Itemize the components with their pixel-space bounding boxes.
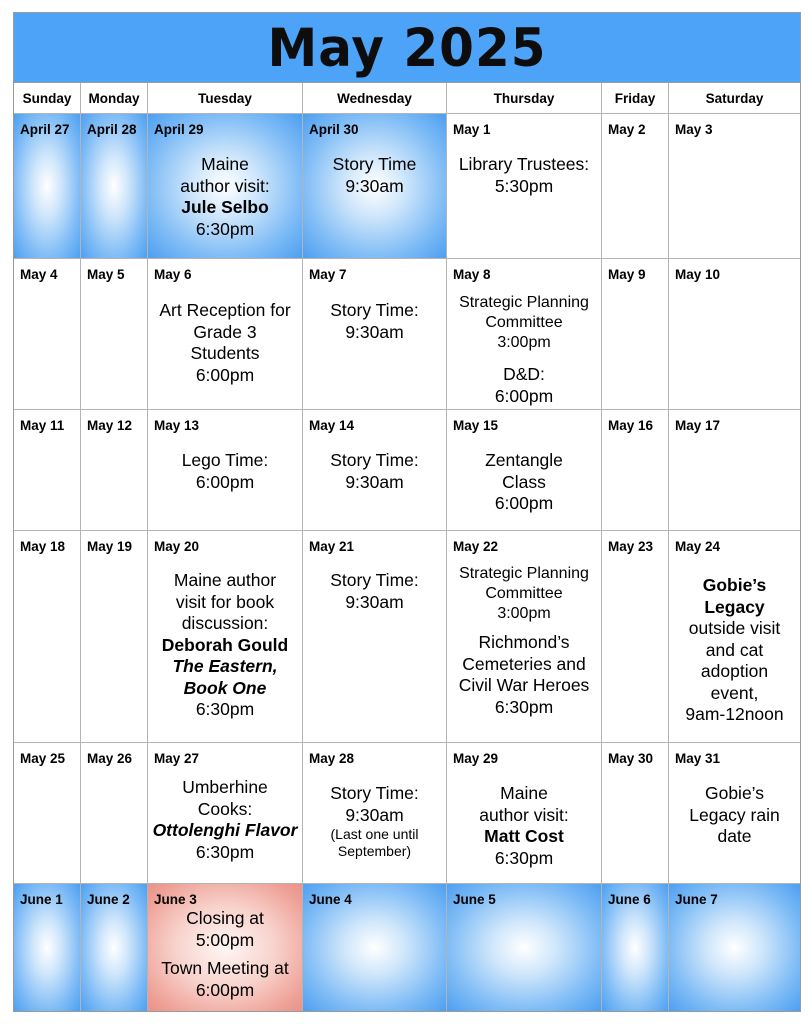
day-cell[interactable] <box>148 114 303 259</box>
day-date: May 17 <box>675 418 721 433</box>
day-date: May 4 <box>20 267 58 282</box>
weekday-header: Saturday <box>669 83 800 114</box>
day-date: May 15 <box>453 418 499 433</box>
event-text: Closing at <box>186 908 264 928</box>
event-text: Maine <box>201 154 249 174</box>
event-text: visit for book <box>175 591 275 612</box>
day-date: May 6 <box>154 267 192 282</box>
event-text: Civil War Heroes <box>458 675 590 695</box>
event-text: Jule Selbo <box>181 197 269 217</box>
event-entry <box>303 783 446 860</box>
day-cell[interactable] <box>447 259 602 410</box>
day-cell[interactable] <box>602 531 669 743</box>
event-text: 5:30pm <box>494 175 554 196</box>
day-date: May 7 <box>309 267 347 282</box>
event-entry <box>447 783 601 869</box>
event-text: Strategic Planning <box>459 565 589 582</box>
day-date: May 1 <box>453 122 491 137</box>
event-entry <box>303 154 446 197</box>
event-text: 6:30pm <box>195 841 255 862</box>
event-text: September) <box>337 843 412 859</box>
day-date: May 27 <box>154 751 200 766</box>
day-cell[interactable] <box>303 743 447 884</box>
event-text: 9:30am <box>345 471 404 492</box>
event-entry <box>148 777 302 863</box>
weekday-header: Friday <box>602 83 669 114</box>
day-date: April 28 <box>87 122 137 137</box>
event-text: 6:00pm <box>494 385 554 406</box>
weekday-header: Tuesday <box>148 83 303 114</box>
event-entry <box>447 364 601 407</box>
day-cell[interactable] <box>148 884 303 1011</box>
event-entry <box>303 570 446 613</box>
event-text: Class <box>502 471 546 492</box>
day-cell[interactable] <box>669 743 800 884</box>
event-text: Grade 3 <box>193 321 257 342</box>
event-text: 9am-12noon <box>685 704 784 724</box>
event-text: Library Trustees: <box>458 154 590 174</box>
day-date: April 29 <box>154 122 204 137</box>
event-text: 9:30am <box>345 321 404 342</box>
event-text: Committee <box>485 314 563 331</box>
event-entry <box>148 450 302 493</box>
day-date: May 8 <box>453 267 491 282</box>
day-date: May 19 <box>87 539 133 554</box>
day-date: May 30 <box>608 751 654 766</box>
event-text: 9:30am <box>345 591 404 612</box>
day-cell[interactable] <box>602 259 669 410</box>
event-text: Story Time: <box>330 570 419 590</box>
day-date: June 5 <box>453 892 496 907</box>
event-text: Gobie’s <box>704 783 765 803</box>
event-text: 6:30pm <box>494 696 554 717</box>
event-text: Maine <box>500 783 548 803</box>
event-text: Story Time <box>332 154 417 174</box>
day-cell[interactable] <box>14 259 81 410</box>
event-text: date <box>717 826 752 846</box>
day-cell[interactable] <box>447 410 602 531</box>
event-text: 6:00pm <box>494 493 554 513</box>
weekday-header: Monday <box>81 83 148 114</box>
event-text: Deborah Gould <box>161 634 289 655</box>
event-text: 6:00pm <box>195 979 255 1000</box>
weekday-header: Wednesday <box>303 83 447 114</box>
event-entry <box>447 154 601 197</box>
event-text: event, <box>710 682 759 703</box>
day-date: May 31 <box>675 751 721 766</box>
event-text: 5:00pm <box>195 929 255 950</box>
event-text: D&D: <box>503 364 545 384</box>
day-cell[interactable] <box>81 259 148 410</box>
event-text: 9:30am <box>345 175 404 196</box>
day-date: May 12 <box>87 418 133 433</box>
event-entry <box>148 958 302 1001</box>
event-text: discussion: <box>181 613 269 633</box>
event-entry <box>148 570 302 721</box>
day-cell[interactable] <box>447 884 602 1011</box>
event-text: 3:00pm <box>497 605 551 622</box>
day-date: May 29 <box>453 751 499 766</box>
day-cell[interactable] <box>602 114 669 259</box>
event-text: Story Time: <box>330 450 419 470</box>
event-text: Book One <box>183 677 267 698</box>
day-date: June 6 <box>608 892 651 907</box>
day-date: May 22 <box>453 539 499 554</box>
event-text: outside visit <box>688 618 781 638</box>
event-text: Art Reception for <box>159 300 291 320</box>
event-text: (Last one until <box>330 826 419 842</box>
event-text: and cat <box>705 639 764 660</box>
event-text: The Eastern, <box>172 656 278 676</box>
day-date: May 25 <box>20 751 66 766</box>
day-cell[interactable] <box>14 531 81 743</box>
day-cell[interactable] <box>14 884 81 1011</box>
event-text: Richmond’s <box>478 632 570 652</box>
event-text: 6:30pm <box>195 699 255 719</box>
event-text: Story Time: <box>330 783 419 803</box>
day-cell[interactable] <box>148 410 303 531</box>
day-date: June 1 <box>20 892 63 907</box>
day-cell[interactable] <box>81 531 148 743</box>
day-cell[interactable] <box>81 410 148 531</box>
day-cell[interactable] <box>447 531 602 743</box>
day-date: May 21 <box>309 539 355 554</box>
event-text: adoption <box>700 661 769 681</box>
event-text: Cooks: <box>197 798 253 819</box>
day-cell[interactable] <box>303 884 447 1011</box>
event-entry <box>148 300 302 386</box>
day-date: May 28 <box>309 751 355 766</box>
day-date: June 7 <box>675 892 718 907</box>
day-date: May 18 <box>20 539 66 554</box>
event-entry <box>447 293 601 353</box>
day-date: May 9 <box>608 267 646 282</box>
day-date: May 5 <box>87 267 125 282</box>
day-cell[interactable] <box>14 410 81 531</box>
event-text: Strategic Planning <box>459 294 589 311</box>
event-entry <box>669 575 800 726</box>
day-cell[interactable] <box>602 884 669 1011</box>
event-text: Town Meeting at <box>161 958 289 978</box>
event-text: Matt Cost <box>484 826 564 846</box>
event-text: author visit: <box>180 175 270 196</box>
day-cell[interactable] <box>447 743 602 884</box>
event-entry <box>447 564 601 624</box>
event-text: Maine author <box>173 570 277 590</box>
day-cell[interactable] <box>602 743 669 884</box>
event-text: Committee <box>485 585 563 602</box>
day-cell[interactable] <box>81 743 148 884</box>
event-text: 3:00pm <box>497 334 551 351</box>
day-date: May 23 <box>608 539 654 554</box>
day-cell[interactable] <box>669 114 800 259</box>
event-text: author visit: <box>479 804 569 825</box>
day-date: May 11 <box>20 418 65 433</box>
event-entry <box>447 632 601 718</box>
day-cell[interactable] <box>447 114 602 259</box>
event-entry <box>148 154 302 240</box>
day-cell[interactable] <box>669 259 800 410</box>
event-entry <box>303 450 446 493</box>
event-text: 6:00pm <box>195 364 255 385</box>
event-text: Story Time: <box>330 300 419 320</box>
day-date: May 24 <box>675 539 721 554</box>
day-date: June 2 <box>87 892 130 907</box>
event-text: Cemeteries and <box>462 653 586 674</box>
event-text: Zentangle <box>485 450 563 470</box>
event-text: Legacy rain <box>689 804 780 825</box>
day-cell[interactable] <box>14 114 81 259</box>
day-cell[interactable] <box>81 884 148 1011</box>
day-date: May 13 <box>154 418 200 433</box>
weekday-header: Thursday <box>447 83 602 114</box>
event-text: Ottolenghi Flavor <box>152 820 298 840</box>
day-date: May 10 <box>675 267 721 282</box>
event-text: Lego Time: <box>181 450 269 470</box>
day-cell[interactable] <box>148 259 303 410</box>
event-text: 9:30am <box>345 804 404 825</box>
calendar-title: May 2025 <box>267 17 547 78</box>
day-cell[interactable] <box>148 743 303 884</box>
day-date: May 20 <box>154 539 200 554</box>
day-cell[interactable] <box>81 114 148 259</box>
event-text: 6:30pm <box>195 218 255 239</box>
day-cell[interactable] <box>669 410 800 531</box>
event-entry <box>669 783 800 848</box>
day-cell[interactable] <box>14 743 81 884</box>
event-text: Legacy <box>704 596 765 617</box>
day-cell[interactable] <box>303 114 447 259</box>
day-cell[interactable] <box>669 531 800 743</box>
calendar-title-banner <box>14 13 800 83</box>
day-date: May 3 <box>675 122 713 137</box>
event-entry <box>148 908 302 951</box>
event-text: 6:30pm <box>494 847 554 868</box>
weekday-header: Sunday <box>14 83 81 114</box>
event-text: Students <box>190 343 260 363</box>
day-date: May 2 <box>608 122 646 137</box>
event-entry <box>303 300 446 343</box>
event-text: Gobie’s <box>702 575 767 595</box>
day-date: April 27 <box>20 122 70 137</box>
day-date: May 14 <box>309 418 355 433</box>
event-text: 6:00pm <box>195 471 255 492</box>
day-cell[interactable] <box>602 410 669 531</box>
day-cell[interactable] <box>669 884 800 1011</box>
day-cell[interactable] <box>148 531 303 743</box>
day-date: May 16 <box>608 418 654 433</box>
event-text: Umberhine <box>182 777 268 797</box>
day-date: April 30 <box>309 122 359 137</box>
day-cell[interactable] <box>303 531 447 743</box>
day-date: May 26 <box>87 751 133 766</box>
day-date: June 3 <box>154 892 197 907</box>
event-entry <box>447 450 601 515</box>
calendar <box>13 12 801 1012</box>
day-date: June 4 <box>309 892 352 907</box>
day-cell[interactable] <box>303 410 447 531</box>
day-cell[interactable] <box>303 259 447 410</box>
